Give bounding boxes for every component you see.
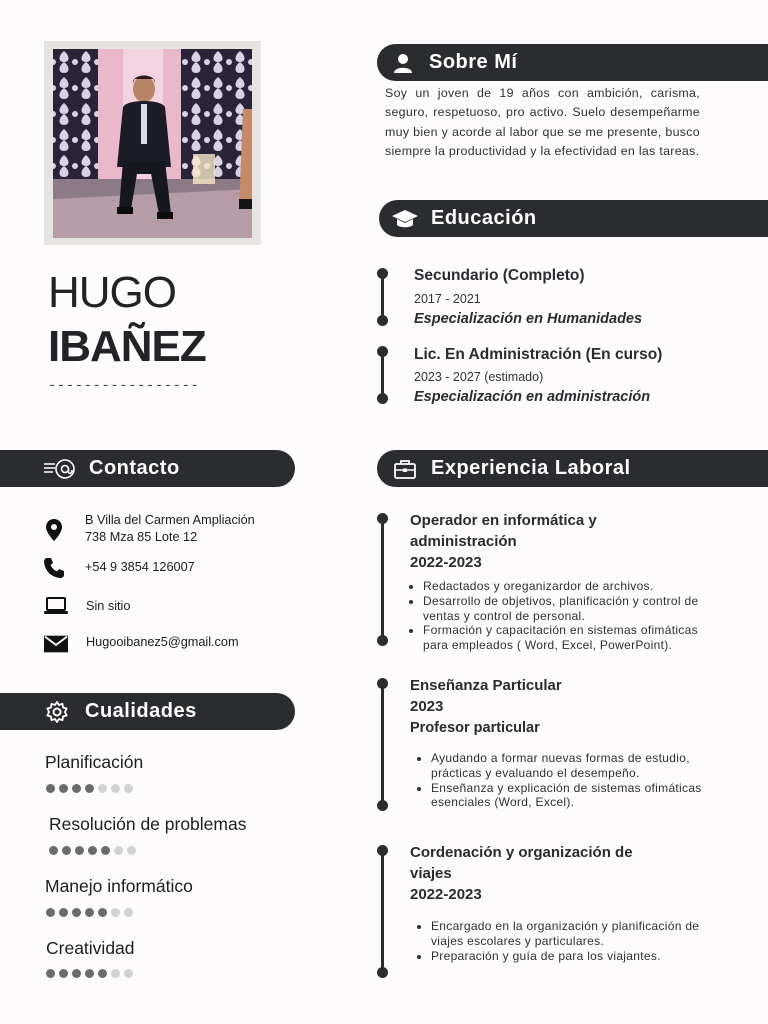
education-title: Educación [431, 207, 537, 229]
job-bullet: • Formación y capacitación en sistemas ofimáticas para empleados ( Word, Excel, PowerPoint). [423, 623, 711, 653]
timeline-line [381, 274, 384, 321]
about-text: Soy un joven de 19 años con ambición, carisma, seguro, respetuoso, pro activo. Suelo desempeñarme muy bien y acorde al labor que se me presente, busco siempre la productividad y la efectividad en las tareas. [385, 86, 700, 158]
job-bullet: • Desarrollo de objetivos, planificación y control de ventas y control de personal. [423, 594, 711, 624]
about-title: Sobre Mí [429, 51, 518, 73]
education-item-spec: Especialización en administración [414, 389, 651, 405]
rating-dot [124, 784, 133, 793]
timeline-line [381, 518, 384, 640]
rating-dot [72, 969, 81, 978]
timeline-dot [377, 513, 388, 524]
job-bullets [419, 919, 719, 963]
job-item [410, 842, 690, 905]
education-item-title: Lic. En Administración (En curso) [414, 346, 663, 363]
contact-title: Contacto [89, 457, 180, 479]
last-name: IBAÑEZ [48, 322, 206, 371]
education-item-years: 2023 - 2027 (estimado) [414, 370, 544, 384]
quality-label: Creatividad [46, 938, 135, 958]
user-icon [389, 49, 417, 77]
briefcase-icon [391, 455, 419, 483]
job-title: Cordenación y organización de [410, 844, 633, 861]
experience-title: Experiencia Laboral [431, 457, 631, 479]
timeline-dot [377, 393, 388, 404]
contact-email[interactable]: Hugooibanez5@gmail.com [86, 635, 239, 649]
at-hand-icon [43, 455, 77, 483]
rating-dot [98, 969, 107, 978]
rating-dot [72, 908, 81, 917]
location-pin-icon [42, 518, 66, 542]
qualities-title: Cualidades [85, 700, 197, 722]
rating-dot [46, 908, 55, 917]
job-item [410, 675, 690, 717]
job-bullet: • Enseñanza y explicación de sistemas ofimáticas esenciales (Word, Excel). [431, 781, 719, 811]
first-name: HUGO [48, 268, 176, 317]
job-role: Profesor particular [410, 720, 540, 736]
rating-dot [111, 969, 120, 978]
job-bullets [419, 751, 719, 810]
qualities-header [0, 693, 295, 730]
contact-address [85, 512, 255, 546]
timeline-dot [377, 346, 388, 357]
rating-dot [114, 846, 123, 855]
rating-dot [49, 846, 58, 855]
quality-rating [46, 969, 133, 978]
rating-dot [46, 969, 55, 978]
name-divider: ----------------- [48, 378, 200, 394]
timeline-dot [377, 678, 388, 689]
rating-dot [124, 908, 133, 917]
rating-dot [85, 784, 94, 793]
profile-photo-frame [44, 41, 261, 245]
timeline-dot [377, 268, 388, 279]
timeline-line [381, 683, 384, 805]
contact-header [0, 450, 295, 487]
rating-dot [59, 969, 68, 978]
profile-photo [53, 49, 252, 238]
rating-dot [59, 908, 68, 917]
education-item-spec: Especialización en Humanidades [414, 311, 643, 327]
mail-icon [44, 632, 68, 656]
job-years: 2022-2023 [410, 554, 482, 571]
gear-icon [43, 698, 71, 726]
job-bullet: • Preparación y guía de para los viajantes. [431, 949, 719, 964]
contact-website: Sin sitio [86, 599, 131, 613]
job-bullet: • Encargado en la organización y planificación de viajes escolares y particulares. [431, 919, 719, 949]
education-item-title: Secundario (Completo) [414, 267, 585, 284]
job-title: Enseñanza Particular [410, 677, 562, 694]
rating-dot [59, 784, 68, 793]
phone-icon [42, 556, 66, 580]
timeline-dot [377, 967, 388, 978]
rating-dot [111, 908, 120, 917]
quality-label: Manejo informático [45, 876, 193, 896]
quality-rating [46, 908, 133, 917]
experience-header [377, 450, 768, 487]
job-years: 2023 [410, 698, 444, 715]
contact-phone: +54 9 3854 126007 [85, 560, 195, 574]
rating-dot [111, 784, 120, 793]
job-bullet: • Redactados y oreganizardor de archivos. [423, 579, 711, 594]
address-line-2: 738 Mza 85 Lote 12 [85, 530, 198, 544]
rating-dot [98, 908, 107, 917]
rating-dot [75, 846, 84, 855]
rating-dot [124, 969, 133, 978]
graduation-cap-icon [391, 205, 419, 233]
address-line-1: B Villa del Carmen Ampliación [85, 513, 255, 527]
rating-dot [62, 846, 71, 855]
timeline-dot [377, 315, 388, 326]
job-bullets [411, 579, 711, 653]
job-item [410, 510, 690, 573]
about-header [377, 44, 768, 81]
timeline-dot [377, 845, 388, 856]
job-title: viajes [410, 865, 452, 882]
laptop-icon [44, 594, 68, 618]
rating-dot [101, 846, 110, 855]
rating-dot [85, 908, 94, 917]
timeline-line [381, 352, 384, 399]
job-title: Operador en informática y [410, 512, 597, 529]
rating-dot [127, 846, 136, 855]
quality-rating [46, 784, 133, 793]
job-title: administración [410, 533, 517, 550]
timeline-line [381, 850, 384, 972]
job-years: 2022-2023 [410, 886, 482, 903]
timeline-dot [377, 800, 388, 811]
rating-dot [85, 969, 94, 978]
rating-dot [46, 784, 55, 793]
job-bullet: • Ayudando a formar nuevas formas de estudio, prácticas y evaluando el desempeño. [431, 751, 719, 781]
quality-label: Planificación [45, 752, 144, 772]
rating-dot [98, 784, 107, 793]
rating-dot [88, 846, 97, 855]
education-item-years: 2017 - 2021 [414, 292, 481, 306]
timeline-dot [377, 635, 388, 646]
quality-rating [49, 846, 136, 855]
education-header [379, 200, 768, 237]
quality-label: Resolución de problemas [49, 814, 247, 834]
rating-dot [72, 784, 81, 793]
